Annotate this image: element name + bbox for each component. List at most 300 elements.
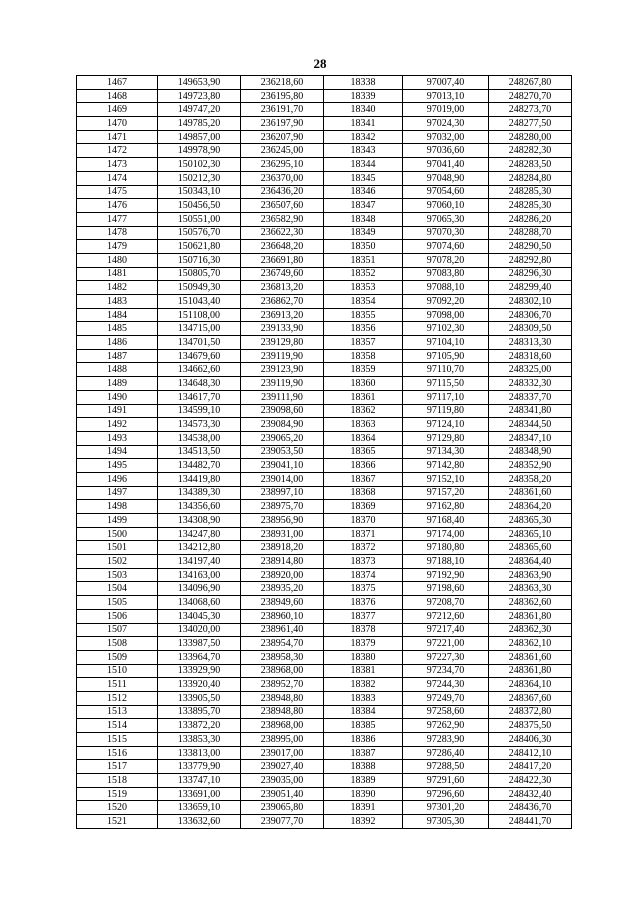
coord-y-a-cell: 238956,90 (241, 514, 324, 528)
coord-y-b-cell: 248361,80 (489, 609, 572, 623)
coord-y-b-cell: 248337,70 (489, 390, 572, 404)
table-row (77, 158, 572, 172)
point-number-b-cell: 18366 (324, 459, 403, 473)
coord-y-a-cell: 236197,90 (241, 117, 324, 131)
coord-x-b-cell: 97258,60 (403, 705, 489, 719)
table-row (77, 363, 572, 377)
coord-x-b-cell: 97088,10 (403, 281, 489, 295)
coord-x-a-cell: 134389,30 (158, 486, 241, 500)
coord-y-a-cell: 236370,00 (241, 171, 324, 185)
coord-y-a-cell: 238997,10 (241, 486, 324, 500)
point-number-a-cell: 1469 (77, 103, 158, 117)
point-number-b-cell: 18338 (324, 76, 403, 90)
point-number-a-cell: 1518 (77, 774, 158, 788)
table-row (77, 240, 572, 254)
point-number-a-cell: 1485 (77, 322, 158, 336)
point-number-a-cell: 1489 (77, 377, 158, 391)
point-number-a-cell: 1495 (77, 459, 158, 473)
coord-y-b-cell: 248292,80 (489, 253, 572, 267)
point-number-a-cell: 1490 (77, 390, 158, 404)
coord-x-a-cell: 133813,00 (158, 746, 241, 760)
coord-x-b-cell: 97291,60 (403, 774, 489, 788)
coord-y-b-cell: 248364,20 (489, 500, 572, 514)
coord-y-a-cell: 236207,90 (241, 130, 324, 144)
point-number-a-cell: 1497 (77, 486, 158, 500)
coord-x-b-cell: 97217,40 (403, 623, 489, 637)
coord-x-b-cell: 97013,10 (403, 89, 489, 103)
coord-x-b-cell: 97078,20 (403, 253, 489, 267)
point-number-a-cell: 1520 (77, 801, 158, 815)
point-number-a-cell: 1478 (77, 226, 158, 240)
coord-y-a-cell: 239053,50 (241, 445, 324, 459)
table-row (77, 390, 572, 404)
point-number-a-cell: 1479 (77, 240, 158, 254)
coord-y-b-cell: 248367,60 (489, 691, 572, 705)
coord-y-a-cell: 239098,60 (241, 404, 324, 418)
point-number-b-cell: 18388 (324, 760, 403, 774)
coord-x-a-cell: 133895,70 (158, 705, 241, 719)
table-row (77, 336, 572, 350)
table-row (77, 89, 572, 103)
coord-y-b-cell: 248318,60 (489, 349, 572, 363)
table-row (77, 678, 572, 692)
coord-y-a-cell: 236191,70 (241, 103, 324, 117)
coord-y-a-cell: 239041,10 (241, 459, 324, 473)
point-number-b-cell: 18358 (324, 349, 403, 363)
coord-x-b-cell: 97092,20 (403, 295, 489, 309)
point-number-a-cell: 1487 (77, 349, 158, 363)
point-number-a-cell: 1502 (77, 555, 158, 569)
coord-x-b-cell: 97105,90 (403, 349, 489, 363)
coord-x-a-cell: 134662,60 (158, 363, 241, 377)
coord-y-a-cell: 238948,80 (241, 705, 324, 719)
point-number-b-cell: 18344 (324, 158, 403, 172)
coord-x-b-cell: 97115,50 (403, 377, 489, 391)
coord-x-b-cell: 97142,80 (403, 459, 489, 473)
coord-x-b-cell: 97221,00 (403, 637, 489, 651)
coord-x-b-cell: 97083,80 (403, 267, 489, 281)
point-number-b-cell: 18379 (324, 637, 403, 651)
coord-y-a-cell: 238918,20 (241, 541, 324, 555)
coord-y-a-cell: 239119,90 (241, 377, 324, 391)
table-row (77, 308, 572, 322)
coord-x-a-cell: 134679,60 (158, 349, 241, 363)
point-number-b-cell: 18382 (324, 678, 403, 692)
table-row (77, 568, 572, 582)
point-number-a-cell: 1519 (77, 787, 158, 801)
coord-x-b-cell: 97065,30 (403, 212, 489, 226)
coord-x-a-cell: 134599,10 (158, 404, 241, 418)
coord-x-b-cell: 97168,40 (403, 514, 489, 528)
coord-y-a-cell: 239111,90 (241, 390, 324, 404)
point-number-b-cell: 18342 (324, 130, 403, 144)
table-row (77, 691, 572, 705)
coord-y-a-cell: 238995,00 (241, 733, 324, 747)
coord-y-a-cell: 239123,90 (241, 363, 324, 377)
point-number-a-cell: 1468 (77, 89, 158, 103)
coord-x-a-cell: 149978,90 (158, 144, 241, 158)
coord-y-b-cell: 248361,80 (489, 664, 572, 678)
point-number-b-cell: 18372 (324, 541, 403, 555)
coord-y-b-cell: 248288,70 (489, 226, 572, 240)
point-number-b-cell: 18363 (324, 418, 403, 432)
coord-y-b-cell: 248432,40 (489, 787, 572, 801)
coord-y-b-cell: 248277,50 (489, 117, 572, 131)
point-number-b-cell: 18355 (324, 308, 403, 322)
table-row (77, 349, 572, 363)
coord-x-b-cell: 97074,60 (403, 240, 489, 254)
coord-y-b-cell: 248375,50 (489, 719, 572, 733)
coord-x-a-cell: 149653,90 (158, 76, 241, 90)
coord-y-b-cell: 248341,80 (489, 404, 572, 418)
coord-x-a-cell: 133905,50 (158, 691, 241, 705)
coord-y-b-cell: 248344,50 (489, 418, 572, 432)
point-number-b-cell: 18353 (324, 281, 403, 295)
page-number: 28 (313, 56, 327, 71)
coord-y-a-cell: 236862,70 (241, 295, 324, 309)
point-number-a-cell: 1510 (77, 664, 158, 678)
coord-x-a-cell: 151108,00 (158, 308, 241, 322)
coord-x-b-cell: 97110,70 (403, 363, 489, 377)
coord-x-a-cell: 133920,40 (158, 678, 241, 692)
table-row (77, 733, 572, 747)
point-number-a-cell: 1496 (77, 472, 158, 486)
table-row (77, 705, 572, 719)
coord-x-b-cell: 97234,70 (403, 664, 489, 678)
coord-y-a-cell: 236648,20 (241, 240, 324, 254)
point-number-a-cell: 1498 (77, 500, 158, 514)
coord-y-a-cell: 236507,60 (241, 199, 324, 213)
coord-y-a-cell: 238948,80 (241, 691, 324, 705)
table-row (77, 609, 572, 623)
coord-y-b-cell: 248361,60 (489, 650, 572, 664)
point-number-a-cell: 1521 (77, 815, 158, 829)
table-row (77, 664, 572, 678)
coord-y-a-cell: 238935,20 (241, 582, 324, 596)
coord-x-a-cell: 133632,60 (158, 815, 241, 829)
coord-x-a-cell: 134573,30 (158, 418, 241, 432)
point-number-a-cell: 1500 (77, 527, 158, 541)
coord-y-a-cell: 238952,70 (241, 678, 324, 692)
point-number-b-cell: 18371 (324, 527, 403, 541)
coord-x-b-cell: 97296,60 (403, 787, 489, 801)
coord-y-a-cell: 238960,10 (241, 609, 324, 623)
table-row (77, 760, 572, 774)
point-number-b-cell: 18359 (324, 363, 403, 377)
coord-y-b-cell: 248282,30 (489, 144, 572, 158)
point-number-a-cell: 1508 (77, 637, 158, 651)
point-number-a-cell: 1472 (77, 144, 158, 158)
coord-y-b-cell: 248285,30 (489, 199, 572, 213)
coord-y-b-cell: 248325,00 (489, 363, 572, 377)
point-number-b-cell: 18345 (324, 171, 403, 185)
table-row (77, 199, 572, 213)
coord-x-b-cell: 97129,80 (403, 431, 489, 445)
coord-x-a-cell: 133987,50 (158, 637, 241, 651)
table-row (77, 637, 572, 651)
coord-y-a-cell: 236749,60 (241, 267, 324, 281)
coord-x-b-cell: 97249,70 (403, 691, 489, 705)
coord-y-b-cell: 248313,30 (489, 336, 572, 350)
coord-y-b-cell: 248363,90 (489, 568, 572, 582)
point-number-a-cell: 1516 (77, 746, 158, 760)
point-number-a-cell: 1515 (77, 733, 158, 747)
coord-x-a-cell: 134045,30 (158, 609, 241, 623)
point-number-b-cell: 18391 (324, 801, 403, 815)
coord-x-a-cell: 134513,50 (158, 445, 241, 459)
coord-x-b-cell: 97174,00 (403, 527, 489, 541)
coord-x-b-cell: 97117,10 (403, 390, 489, 404)
coord-y-a-cell: 236295,10 (241, 158, 324, 172)
coord-y-a-cell: 238931,00 (241, 527, 324, 541)
point-number-a-cell: 1512 (77, 691, 158, 705)
point-number-b-cell: 18361 (324, 390, 403, 404)
table-row (77, 472, 572, 486)
table-row (77, 267, 572, 281)
point-number-b-cell: 18392 (324, 815, 403, 829)
coord-y-b-cell: 248299,40 (489, 281, 572, 295)
point-number-a-cell: 1506 (77, 609, 158, 623)
point-number-b-cell: 18360 (324, 377, 403, 391)
table-row (77, 719, 572, 733)
coord-y-b-cell: 248365,60 (489, 541, 572, 555)
point-number-b-cell: 18384 (324, 705, 403, 719)
coord-y-b-cell: 248280,00 (489, 130, 572, 144)
point-number-b-cell: 18364 (324, 431, 403, 445)
point-number-a-cell: 1493 (77, 431, 158, 445)
coord-x-a-cell: 133691,00 (158, 787, 241, 801)
coord-x-b-cell: 97070,30 (403, 226, 489, 240)
coord-y-b-cell: 248365,30 (489, 514, 572, 528)
point-number-a-cell: 1484 (77, 308, 158, 322)
table-row (77, 815, 572, 829)
coord-y-b-cell: 248306,70 (489, 308, 572, 322)
coord-y-b-cell: 248365,10 (489, 527, 572, 541)
coord-y-a-cell: 239129,80 (241, 336, 324, 350)
table-row (77, 212, 572, 226)
point-number-a-cell: 1477 (77, 212, 158, 226)
coord-x-b-cell: 97198,60 (403, 582, 489, 596)
coord-x-a-cell: 150456,50 (158, 199, 241, 213)
coord-y-a-cell: 239077,70 (241, 815, 324, 829)
table-row (77, 596, 572, 610)
point-number-b-cell: 18385 (324, 719, 403, 733)
table-row (77, 171, 572, 185)
coord-x-b-cell: 97032,00 (403, 130, 489, 144)
coord-x-a-cell: 150343,10 (158, 185, 241, 199)
coord-x-b-cell: 97227,30 (403, 650, 489, 664)
coord-x-a-cell: 133659,10 (158, 801, 241, 815)
table-row (77, 582, 572, 596)
coord-y-b-cell: 248362,60 (489, 596, 572, 610)
coord-y-b-cell: 248290,50 (489, 240, 572, 254)
point-number-b-cell: 18365 (324, 445, 403, 459)
point-number-b-cell: 18390 (324, 787, 403, 801)
coord-y-b-cell: 248412,10 (489, 746, 572, 760)
coord-x-b-cell: 97124,10 (403, 418, 489, 432)
coord-x-a-cell: 150716,30 (158, 253, 241, 267)
point-number-a-cell: 1514 (77, 719, 158, 733)
coord-x-b-cell: 97102,30 (403, 322, 489, 336)
coord-y-b-cell: 248302,10 (489, 295, 572, 309)
point-number-b-cell: 18380 (324, 650, 403, 664)
table-row (77, 650, 572, 664)
coord-x-a-cell: 151043,40 (158, 295, 241, 309)
coord-y-b-cell: 248362,10 (489, 637, 572, 651)
coord-y-a-cell: 236582,90 (241, 212, 324, 226)
coord-x-a-cell: 134212,80 (158, 541, 241, 555)
point-number-a-cell: 1476 (77, 199, 158, 213)
table-row (77, 514, 572, 528)
coord-y-a-cell: 239035,00 (241, 774, 324, 788)
coord-x-a-cell: 133853,30 (158, 733, 241, 747)
point-number-a-cell: 1491 (77, 404, 158, 418)
point-number-b-cell: 18370 (324, 514, 403, 528)
point-number-a-cell: 1475 (77, 185, 158, 199)
coord-x-b-cell: 97262,90 (403, 719, 489, 733)
table-row (77, 746, 572, 760)
table-row (77, 117, 572, 131)
coord-y-b-cell: 248406,30 (489, 733, 572, 747)
coord-y-a-cell: 238961,40 (241, 623, 324, 637)
point-number-b-cell: 18376 (324, 596, 403, 610)
coord-y-a-cell: 236218,60 (241, 76, 324, 90)
coord-x-a-cell: 150576,70 (158, 226, 241, 240)
coord-y-b-cell: 248296,30 (489, 267, 572, 281)
coord-y-b-cell: 248422,30 (489, 774, 572, 788)
table-row (77, 555, 572, 569)
coord-y-b-cell: 248358,20 (489, 472, 572, 486)
table-row (77, 103, 572, 117)
table-row (77, 253, 572, 267)
table-row (77, 226, 572, 240)
coord-x-b-cell: 97157,20 (403, 486, 489, 500)
coord-y-a-cell: 238949,60 (241, 596, 324, 610)
coord-x-a-cell: 134163,00 (158, 568, 241, 582)
point-number-a-cell: 1513 (77, 705, 158, 719)
point-number-b-cell: 18356 (324, 322, 403, 336)
coord-y-b-cell: 248332,30 (489, 377, 572, 391)
table-row (77, 418, 572, 432)
coord-y-a-cell: 238968,00 (241, 664, 324, 678)
point-number-b-cell: 18387 (324, 746, 403, 760)
point-number-a-cell: 1482 (77, 281, 158, 295)
coord-y-b-cell: 248352,90 (489, 459, 572, 473)
point-number-b-cell: 18347 (324, 199, 403, 213)
table-row (77, 459, 572, 473)
table-row (77, 431, 572, 445)
coord-x-a-cell: 134648,30 (158, 377, 241, 391)
point-number-a-cell: 1474 (77, 171, 158, 185)
point-number-a-cell: 1470 (77, 117, 158, 131)
point-number-a-cell: 1507 (77, 623, 158, 637)
coord-y-b-cell: 248364,10 (489, 678, 572, 692)
coord-y-a-cell: 239017,00 (241, 746, 324, 760)
coord-x-a-cell: 134617,70 (158, 390, 241, 404)
coord-y-a-cell: 238975,70 (241, 500, 324, 514)
coord-x-a-cell: 134308,90 (158, 514, 241, 528)
coord-x-a-cell: 134419,80 (158, 472, 241, 486)
coord-x-a-cell: 150621,80 (158, 240, 241, 254)
coord-y-a-cell: 236691,80 (241, 253, 324, 267)
point-number-b-cell: 18383 (324, 691, 403, 705)
coord-x-b-cell: 97152,10 (403, 472, 489, 486)
point-number-b-cell: 18367 (324, 472, 403, 486)
coordinates-table (76, 75, 572, 829)
coord-y-a-cell: 238914,80 (241, 555, 324, 569)
point-number-b-cell: 18378 (324, 623, 403, 637)
coord-x-b-cell: 97283,90 (403, 733, 489, 747)
table-row (77, 185, 572, 199)
coord-y-a-cell: 238954,70 (241, 637, 324, 651)
coord-x-a-cell: 134247,80 (158, 527, 241, 541)
coord-y-b-cell: 248436,70 (489, 801, 572, 815)
point-number-a-cell: 1467 (77, 76, 158, 90)
point-number-a-cell: 1505 (77, 596, 158, 610)
table-row (77, 774, 572, 788)
table-row (77, 377, 572, 391)
point-number-a-cell: 1503 (77, 568, 158, 582)
coord-x-a-cell: 149857,00 (158, 130, 241, 144)
point-number-b-cell: 18349 (324, 226, 403, 240)
coord-x-a-cell: 133872,20 (158, 719, 241, 733)
coord-x-a-cell: 134197,40 (158, 555, 241, 569)
point-number-a-cell: 1501 (77, 541, 158, 555)
coord-x-a-cell: 133779,90 (158, 760, 241, 774)
coord-x-a-cell: 134068,60 (158, 596, 241, 610)
coord-x-b-cell: 97036,60 (403, 144, 489, 158)
coord-x-b-cell: 97134,30 (403, 445, 489, 459)
coord-x-a-cell: 150805,70 (158, 267, 241, 281)
point-number-b-cell: 18357 (324, 336, 403, 350)
coord-y-b-cell: 248347,10 (489, 431, 572, 445)
coord-y-a-cell: 239084,90 (241, 418, 324, 432)
point-number-a-cell: 1481 (77, 267, 158, 281)
coord-x-a-cell: 150102,30 (158, 158, 241, 172)
point-number-a-cell: 1517 (77, 760, 158, 774)
table-row (77, 623, 572, 637)
coord-y-a-cell: 238958,30 (241, 650, 324, 664)
point-number-b-cell: 18362 (324, 404, 403, 418)
coord-x-b-cell: 97007,40 (403, 76, 489, 90)
point-number-b-cell: 18368 (324, 486, 403, 500)
coord-y-a-cell: 236813,20 (241, 281, 324, 295)
coord-y-a-cell: 236436,20 (241, 185, 324, 199)
table-row (77, 486, 572, 500)
point-number-b-cell: 18348 (324, 212, 403, 226)
coord-x-b-cell: 97288,50 (403, 760, 489, 774)
coord-y-a-cell: 239051,40 (241, 787, 324, 801)
coord-x-b-cell: 97098,00 (403, 308, 489, 322)
coord-y-b-cell: 248267,80 (489, 76, 572, 90)
coord-y-b-cell: 248348,90 (489, 445, 572, 459)
coord-x-b-cell: 97192,90 (403, 568, 489, 582)
point-number-b-cell: 18375 (324, 582, 403, 596)
coord-x-a-cell: 150949,30 (158, 281, 241, 295)
point-number-a-cell: 1473 (77, 158, 158, 172)
coord-y-a-cell: 236913,20 (241, 308, 324, 322)
coord-x-b-cell: 97286,40 (403, 746, 489, 760)
coord-y-b-cell: 248362,30 (489, 623, 572, 637)
table-row (77, 404, 572, 418)
coord-y-b-cell: 248286,20 (489, 212, 572, 226)
coord-x-b-cell: 97060,10 (403, 199, 489, 213)
point-number-b-cell: 18369 (324, 500, 403, 514)
coord-x-b-cell: 97180,80 (403, 541, 489, 555)
point-number-b-cell: 18341 (324, 117, 403, 131)
coord-x-b-cell: 97208,70 (403, 596, 489, 610)
table-row (77, 527, 572, 541)
